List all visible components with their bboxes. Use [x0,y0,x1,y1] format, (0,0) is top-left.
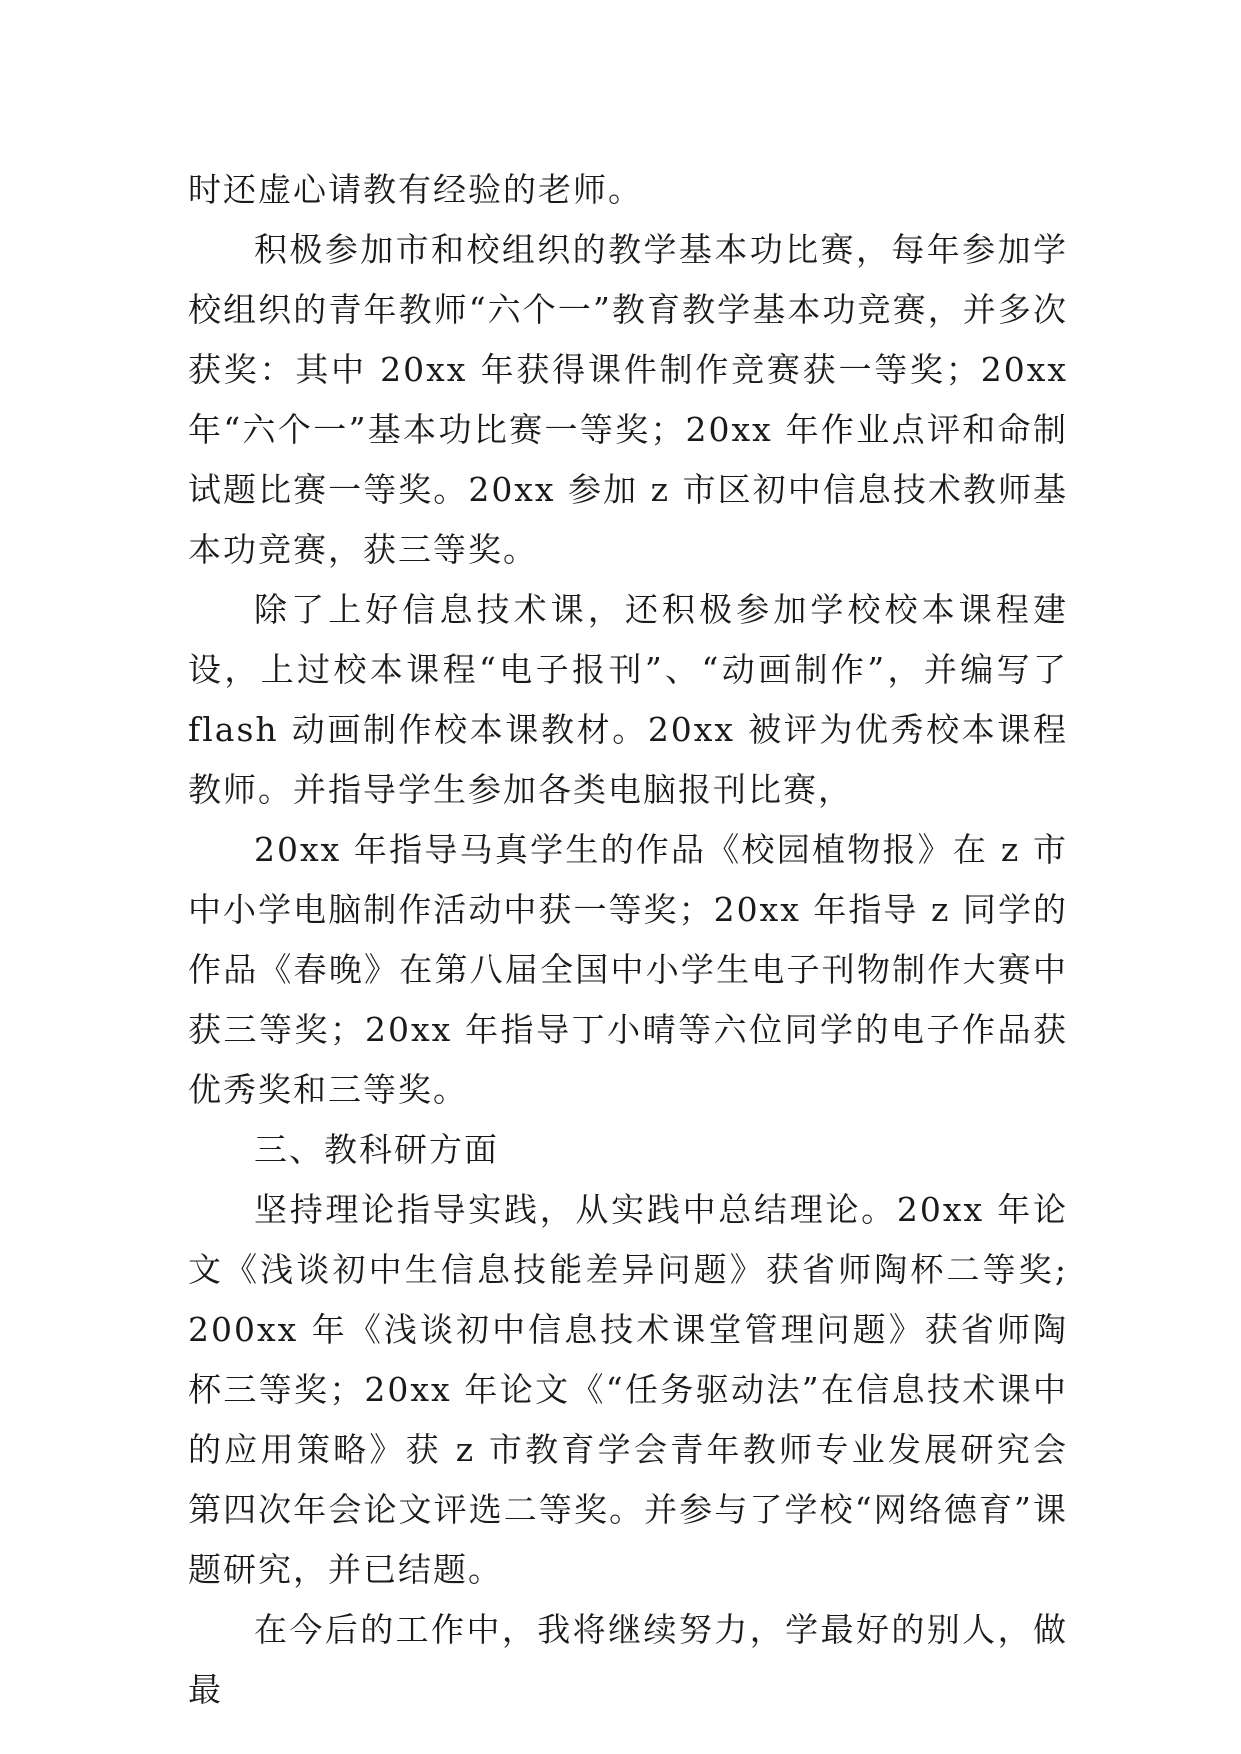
paragraph-continuation: 时还虚心请教有经验的老师。 [188,170,643,209]
paragraph-research: 坚持理论指导实践，从实践中总结理论。20xx 年论文《浅谈初中生信息技能差异问题》获省师陶杯二等奖; 200xx 年《浅谈初中信息技术课堂管理问题》获省师陶杯三等奖；20xx 年论文《“任务驱动法”在信息技术课中的应用策略》获 z 市教育学会青年教师专业发展研究会第四次年会论文评选二等奖。并参与了学校“网络德育”课题研究，并已结题。 [188,1190,1068,1589]
section-heading-research: 三、教科研方面 [254,1130,499,1169]
document-body [188,160,1068,1720]
paragraph-future-work: 在今后的工作中，我将继续努力，学最好的别人，做最 [188,1610,1068,1709]
paragraph-school-curriculum: 除了上好信息技术课，还积极参加学校校本课程建设，上过校本课程“电子报刊”、“动画制作”，并编写了 flash 动画制作校本课教材。20xx 被评为优秀校本课程教师。并指导学生参加各类电脑报刊比赛， [188,590,1068,809]
paragraph-competitions: 积极参加市和校组织的教学基本功比赛，每年参加学校组织的青年教师“六个一”教育教学基本功竞赛，并多次获奖：其中 20xx 年获得课件制作竞赛获一等奖；20xx 年“六个一”基本功比赛一等奖；20xx 年作业点评和命制试题比赛一等奖。20xx 参加 z 市区初中信息技术教师基本功竞赛，获三等奖。 [188,230,1068,569]
paragraph-student-guidance: 20xx 年指导马真学生的作品《校园植物报》在 z 市中小学电脑制作活动中获一等奖；20xx 年指导 z 同学的作品《春晚》在第八届全国中小学生电子刊物制作大赛中获三等奖；20xx 年指导丁小晴等六位同学的电子作品获优秀奖和三等奖。 [188,830,1068,1109]
